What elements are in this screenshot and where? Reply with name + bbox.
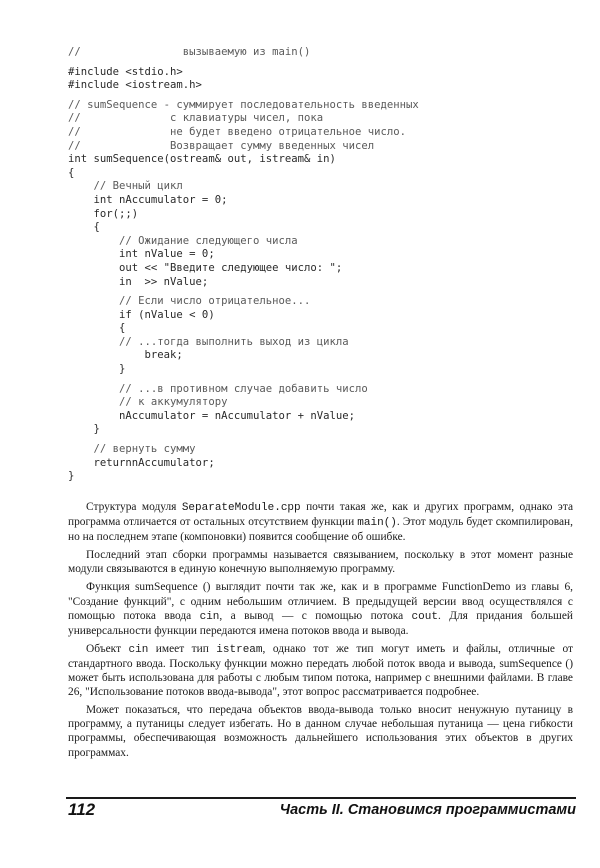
paragraph: Последний этап сборки программы называется связыванием, поскольку в этот момент разные модули связываются в единую конечную выполняемую программу. <box>68 549 573 576</box>
code-line: // вернуть сумму <box>68 443 196 456</box>
code-line: // вызываемую из main() <box>68 46 311 58</box>
inline-code: main() <box>357 517 397 530</box>
inline-code: SeparateModule.cpp <box>181 502 301 514</box>
paragraph: Функция sumSequence () выглядит почти так же, как и в программе FunctionDemo из главы 6, "Создание функций", с одним небольшим отличием. В предыдущей версии ввод осуществлялся с помощью потока ввода cin, а вывод — с помощью потока cout. Для придания большей универсальности функции передаются имена потоков ввода и вывода. <box>68 581 573 637</box>
page-number: 112 <box>68 800 96 819</box>
code-line: // к аккумулятору <box>68 396 228 409</box>
code-line: if (nValue < 0) <box>68 308 215 321</box>
paragraph: Объект cin имеет тип istream, однако тот же тип могут иметь и файлы, отличные от стандартного ввода. Поскольку функции можно передать любой поток ввода и вывода, sumSequence () может быть использована для работы с любым типом потока, например с внешними файлами. В главе 26, "Использование потоков ввода-вывода", этот вопрос рассматривается подробнее. <box>68 642 573 699</box>
code-line: { <box>68 166 75 179</box>
code-line: } <box>68 470 75 483</box>
code-line: #include <stdio.h> <box>68 65 183 78</box>
code-line: // Ожидание следующего числа <box>68 234 298 247</box>
body-text <box>68 500 573 764</box>
code-line: // Возвращает сумму введенных чисел <box>68 139 375 152</box>
code-line: // Вечный цикл <box>68 180 183 193</box>
code-line: // Если число отрицательное... <box>68 295 311 308</box>
code-line: // с клавиатуры чисел, пока <box>68 112 324 125</box>
code-line: } <box>68 363 126 376</box>
inline-code: cout <box>411 610 438 623</box>
inline-code: cin <box>128 643 149 656</box>
code-line: int sumSequence(ostream& out, istream& in) <box>68 153 336 166</box>
code-line: // ...тогда выполнить выход из цикла <box>68 335 349 348</box>
code-line: // не будет введено отрицательное число. <box>68 125 407 138</box>
code-line: break; <box>68 349 183 362</box>
code-line: { <box>68 322 126 335</box>
code-line: } <box>68 423 100 436</box>
part-title: Часть II. Становимся программистами <box>279 802 576 818</box>
code-line: out << "Введите следующее число: "; <box>68 261 343 274</box>
code-line: // sumSequence - суммирует последовательность введенных <box>68 98 419 111</box>
code-line: int nAccumulator = 0; <box>68 193 228 206</box>
paragraph: Может показаться, что передача объектов ввода-вывода только вносит ненужную путаницу в программу, а путаницы следует избегать. Но в данном случае небольшая путаница — цена гибкости программы, обеспечивающая возможность дальнейшего использования этих объектов в других программах. <box>68 704 573 759</box>
code-line: { <box>68 221 100 234</box>
code-line: int nValue = 0; <box>68 248 215 261</box>
code-line: returnnAccumulator; <box>68 456 215 469</box>
code-line: in >> nValue; <box>68 275 209 288</box>
code-line: for(;;) <box>68 207 139 220</box>
code-line: // ...в противном случае добавить число <box>68 382 368 395</box>
page-footer <box>66 800 576 826</box>
paragraph: Структура модуля SeparateModule.cpp почти такая же, как и других программ, однако эта программа отличается от остальных отсутствием функции main(). Этот модуль будет скомпилирован, но на последнем этапе (компоновки) появится сообщение об ошибке. <box>68 501 573 544</box>
code-listing <box>68 46 538 484</box>
code-line: #include <iostream.h> <box>68 79 202 92</box>
inline-code: istream <box>216 643 263 656</box>
inline-code: cin <box>199 610 220 623</box>
footer-rule <box>66 797 576 799</box>
code-line: nAccumulator = nAccumulator + nValue; <box>68 409 356 422</box>
